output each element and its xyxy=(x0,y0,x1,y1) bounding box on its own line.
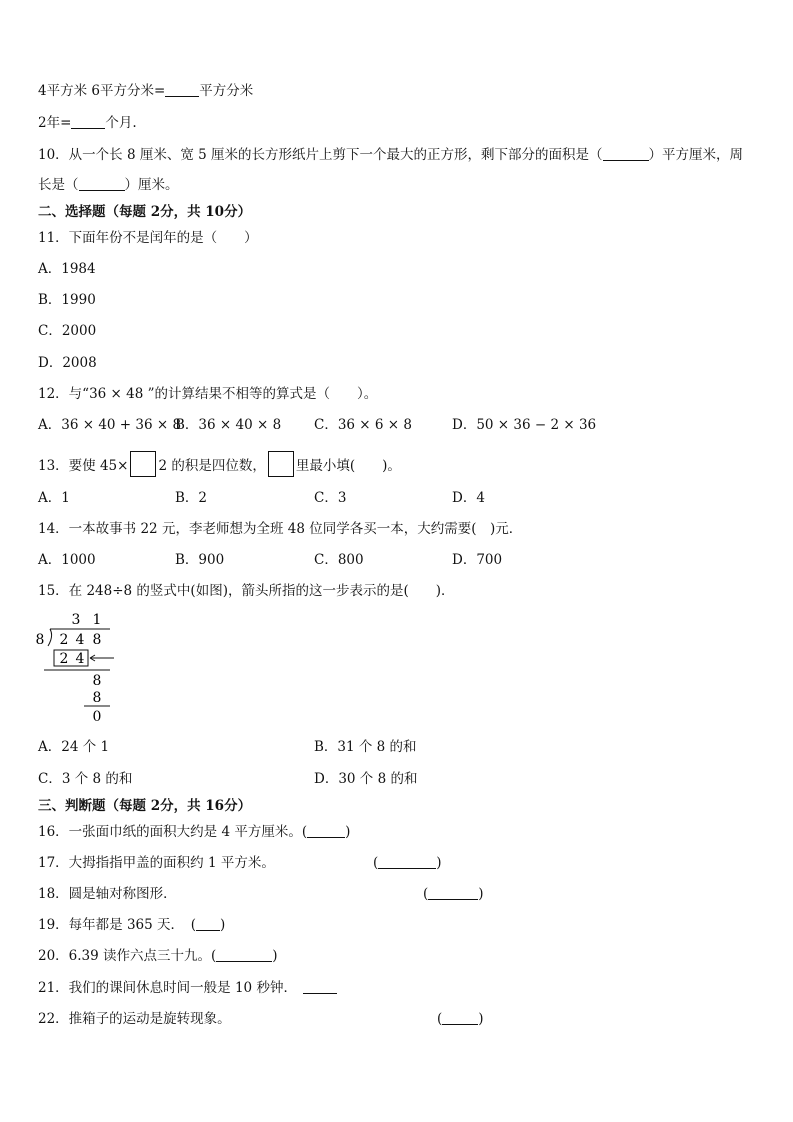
answer-blank[interactable] xyxy=(165,82,199,97)
question-text: 17．大拇指指甲盖的面积约 1 平方米。 xyxy=(38,855,275,871)
question-text: 10．从一个长 8 厘米、宽 5 厘米的长方形纸片上剪下一个最大的正方形，剩下部分的面积是（ xyxy=(38,147,603,163)
answer-blank[interactable] xyxy=(603,146,649,161)
dividend-digit: 2 xyxy=(59,632,69,648)
question-22-answer xyxy=(437,1010,484,1028)
question-text: ) xyxy=(478,886,484,902)
q11-option-b[interactable]: B．1990 xyxy=(38,292,96,308)
step-digit: 2 xyxy=(59,651,69,667)
question-14-stem: 14．一本故事书 22 元，李老师想为全班 48 位同学各买一本，大约需要( )元． xyxy=(38,521,523,537)
question-text: ( xyxy=(437,1011,443,1027)
quotient-digit: 1 xyxy=(92,612,102,628)
section-title-judgment: 三、判断题（每题 2分，共 16分） xyxy=(38,798,252,814)
answer-blank[interactable] xyxy=(442,1010,478,1025)
question-text: 13．要使 45× xyxy=(38,458,129,474)
question-18 xyxy=(38,885,177,903)
digit-box[interactable] xyxy=(130,451,156,477)
q15-option-b[interactable]: B．31 个 8 的和 xyxy=(314,739,417,755)
question-17 xyxy=(38,854,275,872)
question-12-stem: 12．与“36 × 48 ”的计算结果不相等的算式是（ ）。 xyxy=(38,386,378,402)
question-17-answer xyxy=(373,854,442,872)
answer-blank[interactable] xyxy=(307,823,345,838)
question-text: 18．圆是轴对称图形． xyxy=(38,886,177,902)
q14-option-c[interactable]: C．800 xyxy=(314,552,364,568)
q14-option-a[interactable]: A．1000 xyxy=(38,552,96,568)
question-text: ( xyxy=(423,886,429,902)
q12-option-a[interactable]: A．36 × 40 + 36 × 8 xyxy=(38,417,182,433)
question-19 xyxy=(38,916,225,934)
fill-text: 平方分米 xyxy=(199,83,254,99)
digit-box[interactable] xyxy=(268,451,294,477)
answer-blank[interactable] xyxy=(196,916,220,931)
remainder: 0 xyxy=(92,709,102,725)
question-22 xyxy=(38,1010,231,1028)
q13-option-c[interactable]: C．3 xyxy=(314,490,347,506)
question-10-line1 xyxy=(38,146,743,164)
answer-blank[interactable] xyxy=(303,979,337,994)
fill-text: 个月. xyxy=(105,115,137,131)
question-13-stem xyxy=(38,451,401,477)
question-text: 16．一张面巾纸的面积大约是 4 平方厘米。( xyxy=(38,824,308,840)
q13-option-d[interactable]: D．4 xyxy=(452,490,485,506)
question-text: ）厘米。 xyxy=(124,177,179,193)
answer-blank[interactable] xyxy=(378,854,436,869)
question-18-answer xyxy=(423,885,484,903)
q14-option-b[interactable]: B．900 xyxy=(175,552,225,568)
q11-option-a[interactable]: A．1984 xyxy=(38,261,96,277)
fill-text: 2年= xyxy=(38,115,72,131)
step-digit: 8 xyxy=(92,673,102,689)
q12-option-b[interactable]: B．36 × 40 × 8 xyxy=(175,417,282,433)
step-digit: 4 xyxy=(75,651,85,667)
answer-blank[interactable] xyxy=(428,885,478,900)
q12-option-c[interactable]: C．36 × 6 × 8 xyxy=(314,417,412,433)
q11-option-c[interactable]: C．2000 xyxy=(38,323,97,339)
question-text: ) xyxy=(220,917,226,933)
q15-option-d[interactable]: D．30 个 8 的和 xyxy=(314,771,418,787)
question-text: ) xyxy=(478,1011,484,1027)
dividend-digit: 8 xyxy=(92,632,102,648)
q15-option-a[interactable]: A．24 个 1 xyxy=(38,739,110,755)
question-text: 19．每年都是 365 天． ( xyxy=(38,917,197,933)
fill-item-area xyxy=(38,82,253,100)
question-20 xyxy=(38,947,278,965)
q13-option-b[interactable]: B．2 xyxy=(175,490,208,506)
section-title-choice: 二、选择题（每题 2分，共 10分） xyxy=(38,204,252,220)
question-text: 里最小填( )。 xyxy=(295,458,401,474)
question-text: 21．我们的课间休息时间一般是 10 秒钟． xyxy=(38,980,297,996)
dividend-digit: 4 xyxy=(75,632,85,648)
step-digit: 8 xyxy=(92,690,102,706)
answer-blank[interactable] xyxy=(216,947,272,962)
q11-option-d[interactable]: D．2008 xyxy=(38,355,97,371)
q13-option-a[interactable]: A．1 xyxy=(38,490,70,506)
long-division-figure xyxy=(30,608,130,726)
question-text: 22．推箱子的运动是旋转现象。 xyxy=(38,1011,231,1027)
quotient-digit: 3 xyxy=(71,612,81,628)
question-text: 2 的积是四位数， xyxy=(158,458,266,474)
question-text: ) xyxy=(436,855,442,871)
divisor: 8 xyxy=(35,632,45,648)
q15-option-c[interactable]: C．3 个 8 的和 xyxy=(38,771,133,787)
question-10-line2 xyxy=(38,176,179,194)
answer-blank[interactable] xyxy=(79,176,125,191)
fill-item-years xyxy=(38,114,137,132)
q12-option-d[interactable]: D．50 × 36 − 2 × 36 xyxy=(452,417,597,433)
question-text: ) xyxy=(272,948,278,964)
fill-text: 4平方米 6平方分米= xyxy=(38,83,166,99)
question-text: 20．6.39 读作六点三十九。( xyxy=(38,948,217,964)
question-text: 长是（ xyxy=(38,177,79,193)
question-text: ( xyxy=(373,855,379,871)
question-21 xyxy=(38,979,337,997)
question-16 xyxy=(38,823,350,841)
question-11-stem: 11．下面年份不是闰年的是（ ） xyxy=(38,230,258,246)
q14-option-d[interactable]: D．700 xyxy=(452,552,503,568)
question-15-stem: 15．在 248÷8 的竖式中(如图)，箭头所指的这一步表示的是( )． xyxy=(38,583,455,599)
question-text: ）平方厘米，周 xyxy=(648,147,744,163)
answer-blank[interactable] xyxy=(71,114,105,129)
question-text: ) xyxy=(345,824,351,840)
